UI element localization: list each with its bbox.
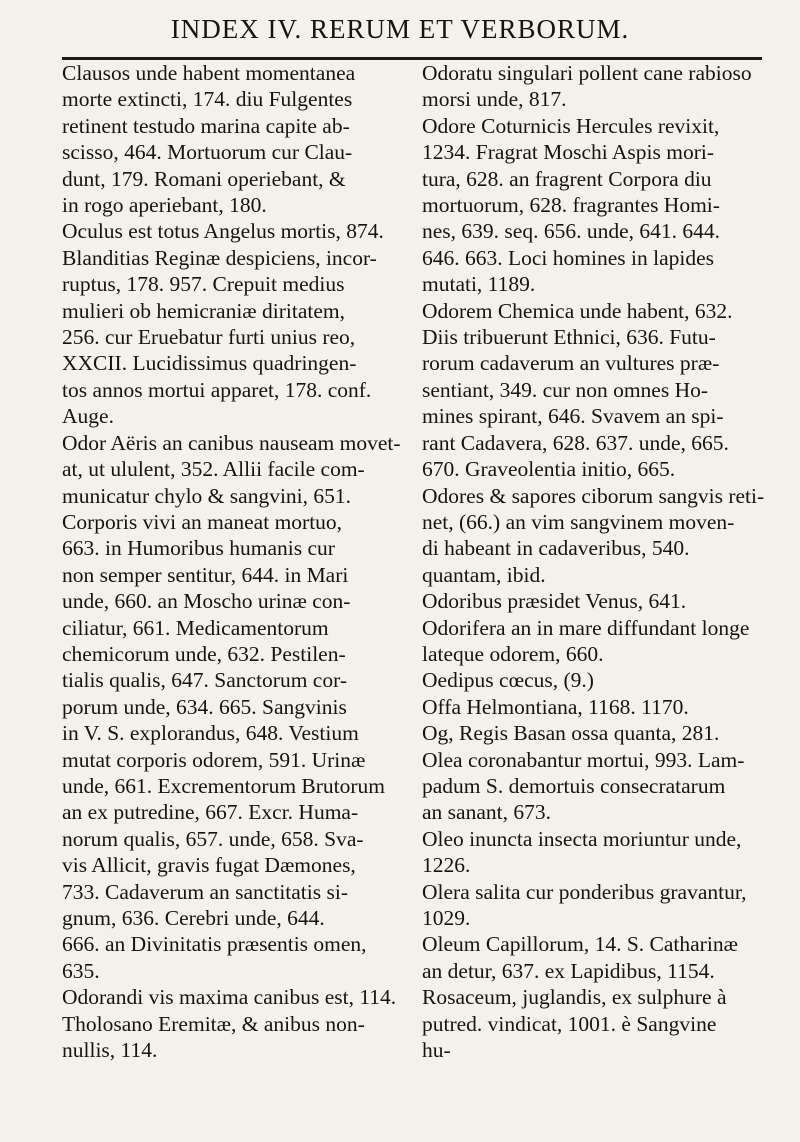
index-entry	[422, 826, 772, 879]
entry-line: 670. Graveolentia initio, 665.	[422, 457, 676, 482]
right-column	[422, 60, 772, 1063]
index-entry	[422, 615, 772, 668]
entry-line: 1234. Fragrat Moschi Aspis mori-	[422, 140, 715, 165]
entry-line: municatur chylo & sangvini, 651.	[62, 483, 352, 508]
index-entry	[62, 984, 408, 1063]
entry-headword-line: Olera salita cur ponderibus gravantur,	[422, 879, 747, 904]
entry-line: tura, 628. an fragrent Corpora diu	[422, 166, 712, 191]
entry-line: morte extincti, 174. diu Fulgentes	[62, 87, 353, 112]
index-entry	[422, 298, 772, 483]
entry-headword-line: Odoratu singulari pollent cane rabioso	[422, 61, 752, 85]
entry-line: lateque odorem, 660.	[422, 641, 604, 666]
entry-line: hu-	[422, 1038, 451, 1063]
index-entry	[422, 667, 772, 693]
entry-line: quantam, ibid.	[422, 562, 546, 587]
entry-line: in rogo aperiebant, 180.	[62, 193, 267, 218]
index-entry	[422, 694, 772, 720]
entry-line: mines spirant, 646. Svavem an spi-	[422, 404, 724, 429]
entry-headword-line: Odores & sapores ciborum sangvis reti-	[422, 483, 765, 508]
index-entry	[62, 430, 408, 985]
entry-line: an ex putredine, 667. Excr. Huma-	[62, 800, 359, 825]
entry-line: padum S. demortuis consecratarum	[422, 773, 726, 798]
entry-line: mortuorum, 628. fragrantes Homi-	[422, 193, 720, 218]
entry-headword-line: Offa Helmontiana, 1168. 1170.	[422, 694, 689, 719]
index-entry	[422, 879, 772, 932]
entry-line: rant Cadavera, 628. 637. unde, 665.	[422, 430, 729, 455]
entry-headword-line: Og, Regis Basan ossa quanta, 281.	[422, 721, 720, 746]
entry-headword-line: Odoribus præsidet Venus, 641.	[422, 589, 687, 614]
entry-headword-line: Oculus est totus Angelus mortis, 874.	[62, 219, 384, 244]
index-entry	[422, 588, 772, 614]
page-header: INDEX IV. RERUM ET VERBORUM.	[170, 14, 630, 44]
entry-line: rorum cadaverum an vultures præ-	[422, 351, 720, 376]
entry-line: an sanant, 673.	[422, 800, 551, 825]
entry-line: Corporis vivi an maneat mortuo,	[62, 509, 343, 534]
index-entry	[422, 113, 772, 298]
entry-line: morsi unde, 817.	[422, 87, 567, 112]
entry-line: 635.	[62, 958, 100, 983]
entry-headword-line: Odorifera an in mare diffundant longe	[422, 615, 750, 640]
entry-line: nes, 639. seq. 656. unde, 641. 644.	[422, 219, 720, 244]
entry-line: di habeant in cadaveribus, 540.	[422, 536, 690, 561]
entry-headword-line: Oedipus cœcus, (9.)	[422, 668, 594, 693]
entry-line: 733. Cadaverum an sanctitatis si-	[62, 879, 348, 904]
entry-line: at, ut ululent, 352. Allii facile com-	[62, 457, 365, 482]
entry-line: unde, 660. an Moscho urinæ con-	[62, 589, 351, 614]
entry-line: mutat corporis odorem, 591. Urinæ	[62, 747, 366, 772]
entry-line: retinent testudo marina capite ab-	[62, 113, 350, 138]
entry-line: tos annos mortui apparet, 178. conf.	[62, 377, 372, 402]
entry-headword-line: Odor Aëris an canibus nauseam movet-	[62, 430, 401, 455]
entry-line: 1226.	[422, 853, 471, 878]
index-entry	[62, 218, 408, 429]
index-entry	[422, 931, 772, 1063]
entry-headword-line: Oleo inuncta insecta moriuntur unde,	[422, 826, 742, 851]
entry-line: putred. vindicat, 1001. è Sangvine	[422, 1011, 717, 1036]
entry-line: ruptus, 178. 957. Crepuit medius	[62, 272, 345, 297]
entry-headword-line: Olea coronabantur mortui, 993. Lam-	[422, 747, 745, 772]
index-entry	[422, 60, 772, 113]
entry-line: chemicorum unde, 632. Pestilen-	[62, 641, 346, 666]
entry-line: gnum, 636. Cerebri unde, 644.	[62, 906, 325, 930]
entry-line: 666. an Divinitatis præsentis omen,	[62, 932, 367, 957]
entry-line: mulieri ob hemicraniæ diritatem,	[62, 298, 346, 323]
entry-line: Auge.	[62, 404, 114, 429]
entry-headword-line: Oleum Capillorum, 14. S. Catharinæ	[422, 932, 738, 957]
entry-line: 1029.	[422, 906, 471, 930]
entry-line: net, (66.) an vim sangvinem moven-	[422, 509, 735, 534]
entry-line: dunt, 179. Romani operiebant, &	[62, 166, 346, 191]
entry-line: mutati, 1189.	[422, 272, 536, 297]
entry-line: sentiant, 349. cur non omnes Ho-	[422, 377, 709, 402]
entry-line: tialis qualis, 647. Sanctorum cor-	[62, 668, 347, 693]
entry-headword-line: Clausos unde habent momentanea	[62, 61, 356, 85]
entry-line: in V. S. explorandus, 648. Vestium	[62, 721, 359, 746]
entry-line: nullis, 114.	[62, 1038, 158, 1063]
entry-headword-line: Odorem Chemica unde habent, 632.	[422, 298, 733, 323]
entry-line: vis Allicit, gravis fugat Dæmones,	[62, 853, 356, 878]
entry-headword-line: Odore Coturnicis Hercules revixit,	[422, 113, 720, 138]
entry-line: 663. in Humoribus humanis cur	[62, 536, 335, 561]
entry-line: XXCII. Lucidissimus quadringen-	[62, 351, 357, 376]
index-entry	[422, 720, 772, 746]
entry-line: unde, 661. Excrementorum Brutorum	[62, 773, 386, 798]
entry-headword-line: Odorandi vis maxima canibus est, 114.	[62, 985, 397, 1010]
entry-line: Blanditias Reginæ despiciens, incor-	[62, 245, 377, 270]
index-entry	[422, 483, 772, 589]
entry-line: norum qualis, 657. unde, 658. Sva-	[62, 826, 364, 851]
entry-line: porum unde, 634. 665. Sangvinis	[62, 694, 347, 719]
entry-line: an detur, 637. ex Lapidibus, 1154.	[422, 958, 715, 983]
left-column	[62, 60, 408, 1063]
entry-line: Tholosano Eremitæ, & anibus non-	[62, 1011, 365, 1036]
entry-line: 646. 663. Loci homines in lapides	[422, 245, 715, 270]
entry-line: ciliatur, 661. Medicamentorum	[62, 615, 329, 640]
entry-line: non semper sentitur, 644. in Mari	[62, 562, 349, 587]
entry-line: 256. cur Eruebatur furti unius reo,	[62, 325, 356, 350]
entry-line: Diis tribuerunt Ethnici, 636. Futu-	[422, 325, 716, 350]
index-entry	[422, 747, 772, 826]
index-entry	[62, 60, 408, 218]
entry-line: scisso, 464. Mortuorum cur Clau-	[62, 140, 353, 165]
entry-line: Rosaceum, juglandis, ex sulphure à	[422, 985, 727, 1010]
